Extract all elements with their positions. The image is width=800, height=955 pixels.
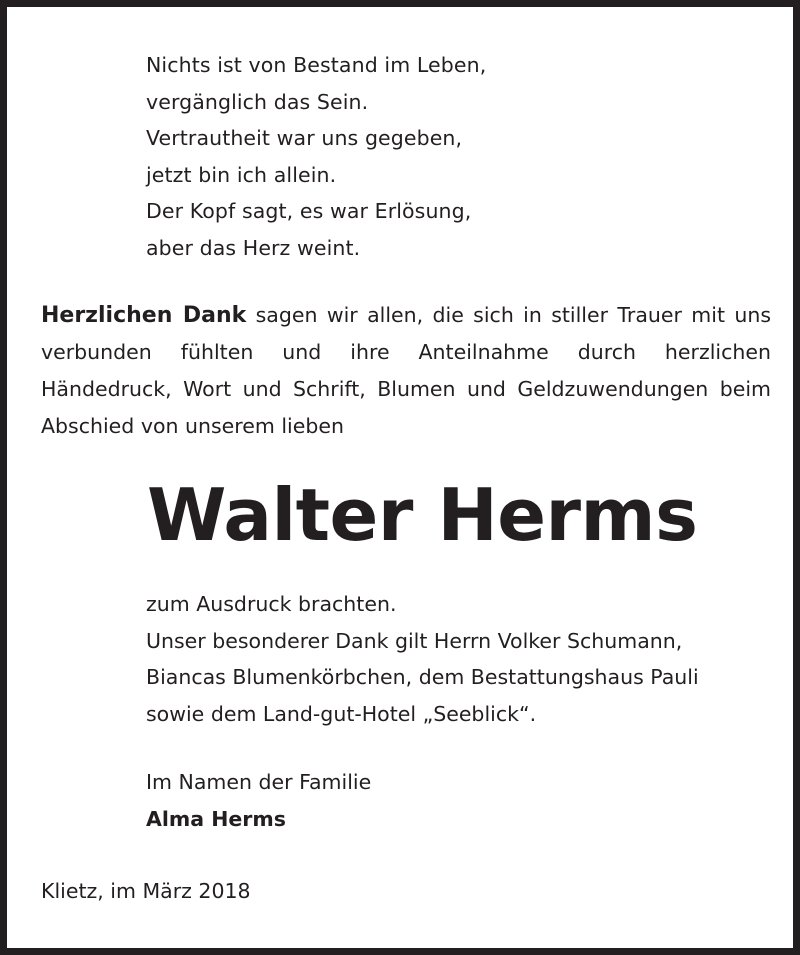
thanks-text: sagen wir allen, die sich in stiller Trauer mit uns verbunden fühlten und ihre Anteilnahme durch herzlichen Händedruck, Wort und Schrift, Blumen und Geldzuwendungen beim Abschied von unserem lieben: [41, 303, 772, 438]
place-date: Klietz, im März 2018: [41, 879, 251, 903]
poem-line: vergänglich das Sein.: [146, 89, 369, 114]
thanks-lead: Herzlichen Dank: [41, 303, 247, 328]
signer-name: Alma Herms: [146, 807, 286, 831]
closing-line: Biancas Blumenkörbchen, dem Bestattungshaus Pauli: [146, 665, 699, 690]
closing-line: sowie dem Land-gut-Hotel „Seeblick“.: [146, 701, 537, 726]
poem-line: Vertrautheit war uns gegeben,: [146, 126, 463, 151]
poem: [146, 47, 486, 267]
family-signature: [146, 764, 371, 838]
closing-paragraph: [146, 586, 699, 732]
poem-line: Der Kopf sagt, es war Erlösung,: [146, 199, 472, 224]
family-intro: Im Namen der Familie: [146, 770, 372, 794]
poem-line: jetzt bin ich allein.: [146, 162, 337, 187]
poem-line: aber das Herz weint.: [146, 235, 361, 260]
closing-line: Unser besonderer Dank gilt Herrn Volker Schumann,: [146, 628, 683, 653]
thanks-paragraph: [41, 297, 771, 445]
poem-line: Nichts ist von Bestand im Leben,: [146, 53, 487, 77]
closing-line: zum Ausdruck brachten.: [146, 592, 397, 616]
deceased-name: Walter Herms: [147, 473, 698, 557]
